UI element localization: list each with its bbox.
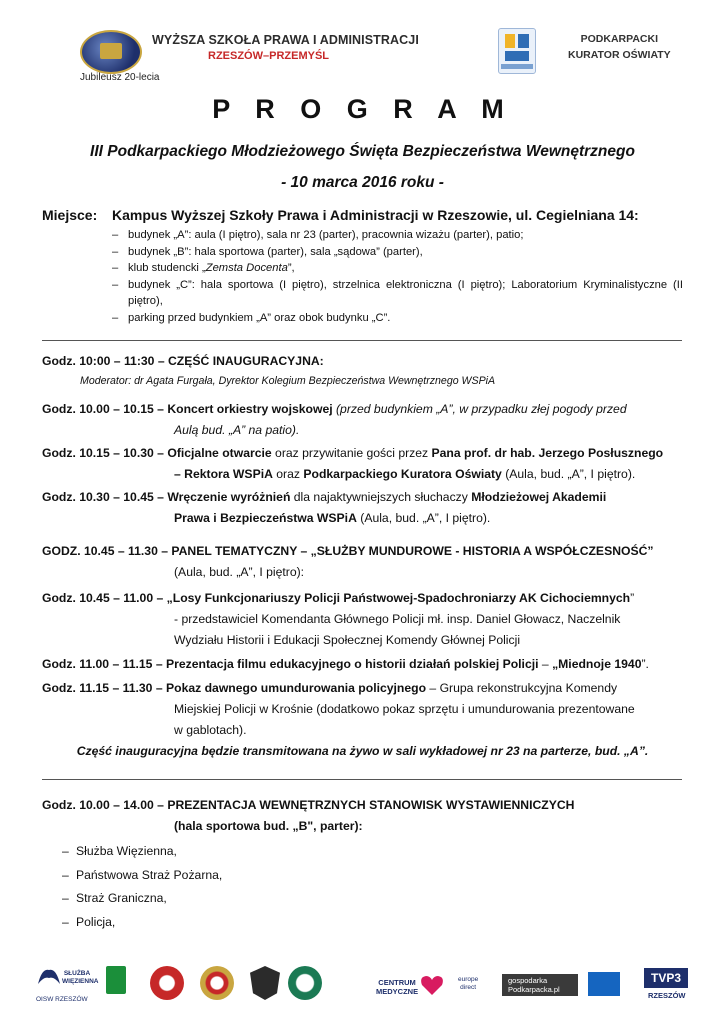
- kurator-line-1: PODKARPACKI: [580, 33, 659, 45]
- sw-sub: OISW RZESZÓW: [36, 996, 88, 1003]
- jubilee-label: Jubileusz 20-lecia: [80, 72, 160, 83]
- kurator-name: [568, 31, 671, 63]
- schedule-item: Godz. 11.15 – 11.30 – Pokaz dawnego umundurowania policyjnego – Grupa rekonstrukcyjna Komendy Miejskiej Policji w Krośnie (dodatkowo pokaz sprzętu i umundurowania prezentowane w gablotach).: [42, 681, 635, 737]
- place-label: Miejsce:: [42, 207, 98, 223]
- gp-line-2: Podkarpacka.pl: [508, 985, 560, 994]
- list-item: – budynek „B”: hala sportowa (parter), sala „sądowa” (parter),: [112, 244, 683, 261]
- red-seal-icon: [150, 966, 184, 1000]
- list-item: – Straż Graniczna,: [62, 887, 222, 911]
- ed-line-1: europe: [458, 976, 479, 983]
- red-seal-logo: [150, 966, 184, 1006]
- heart-icon: [420, 974, 444, 996]
- sluzba-wiezienna-logo: [36, 966, 99, 1006]
- medical-emblem-icon: [288, 966, 322, 1000]
- list-item: – budynek „A”: aula (I piętro), sala nr 23 (parter), pracownia wizażu (parter), patio;: [112, 227, 683, 244]
- page-title: P R O G R A M: [212, 94, 513, 124]
- military-emblem-icon: [200, 966, 234, 1000]
- sw-emblem-icon: [36, 966, 62, 988]
- event-date: - 10 marca 2016 roku -: [281, 174, 444, 191]
- panel-heading: GODZ. 10.45 – 11.30 – PANEL TEMATYCZNY – „SŁUŻBY MUNDUROWE - HISTORIA A WSPÓŁCZESNOŚĆ” (Aula, bud. „A”, I piętro):: [42, 544, 654, 579]
- sponsor-logos: [36, 960, 690, 1020]
- military-logo: [200, 966, 234, 1006]
- gospodarka-logo: [502, 966, 580, 1006]
- kurator-emblem-icon: [498, 28, 536, 74]
- schedule-item: Godz. 10.45 – 11.00 – „Losy Funkcjonariuszy Policji Państwowej-Spadochroniarzy AK Cichociemnych” - przedstawiciel Komendanta Głównego Policji mł. insp. Daniel Głowacz, Naczelnik Wydziału Historii i Edukacji Społecznej Komendy Głównej Policji: [42, 591, 635, 647]
- tvp3-city: RZESZÓW: [648, 991, 686, 1000]
- event-subtitle: III Podkarpackiego Młodzieżowego Święta Bezpieczeństwa Wewnętrznego: [90, 143, 635, 160]
- list-item: [112, 260, 683, 277]
- schedule-item: Godz. 10.15 – 10.30 – Oficjalne otwarcie oraz przywitanie gości przez Pana prof. dr hab. Jerzego Posłusznego – Rektora WSPiA oraz Podkarpackiego Kuratora Oświaty (Aula, bud. „A”, I piętro).: [42, 446, 664, 481]
- sw-name: SŁUŻBA WIĘZIENNA: [62, 970, 99, 985]
- list-item: – Policja,: [62, 911, 222, 935]
- stand-list: [62, 840, 222, 934]
- list-item: – Państwowa Straż Pożarna,: [62, 864, 222, 888]
- header: [0, 0, 725, 90]
- exhibit-heading: Godz. 10.00 – 14.00 – PREZENTACJA WEWNĘTRZNYCH STANOWISK WYSTAWIENNICZYCH (hala sportowa bud. „B", parter):: [42, 798, 575, 833]
- list-item: – Służba Więzienna,: [62, 840, 222, 864]
- divider: [42, 779, 682, 780]
- place-line: [42, 207, 639, 223]
- green-logo: [106, 966, 128, 1006]
- location-list: [112, 227, 683, 326]
- school-city: RZESZÓW–PRZEMYŚL: [208, 50, 330, 62]
- podkarpackie-logo: [588, 966, 624, 1006]
- centrum-medyczne-logo: [376, 966, 446, 1006]
- kurator-line-2: KURATOR OŚWIATY: [568, 49, 671, 61]
- moderator: Moderator: dr Agata Furgała, Dyrektor Kolegium Bezpieczeństwa Wewnętrznego WSPiA: [80, 375, 496, 387]
- green-emblem-icon: [106, 966, 126, 994]
- gp-line-1: gospodarka: [508, 976, 548, 985]
- list-item: – budynek „C”: hala sportowa (I piętro), strzelnica elektroniczna (I piętro); Laboratorium Kryminalistyczne (II piętro),: [112, 277, 683, 310]
- cm-line-1: CENTRUM: [378, 978, 416, 987]
- place-value: Kampus Wyższej Szkoły Prawa i Administracji w Rzeszowie, ul. Cegielniana 14:: [112, 207, 639, 223]
- kurator-logo: [498, 28, 671, 78]
- wspia-emblem-icon: [80, 30, 142, 74]
- ed-line-2: direct: [460, 984, 477, 991]
- schedule-item: Godz. 11.00 – 11.15 – Prezentacja filmu edukacyjnego o historii działań polskiej Policji – „Miednoje 1940”.: [42, 657, 649, 671]
- schedule-item: Godz. 10.30 – 10.45 – Wręczenie wyróżnień dla najaktywniejszych słuchaczy Młodzieżowej Akademii Prawa i Bezpieczeństwa WSPiA (Aula, bud. „A”, I piętro).: [42, 490, 607, 525]
- opening-heading: Godz. 10:00 – 11:30 – CZĘŚĆ INAUGURACYJNA:: [42, 354, 324, 368]
- tvp3-mark: TVP3: [644, 968, 688, 988]
- school-name: WYŻSZA SZKOŁA PRAWA I ADMINISTRACJI: [152, 33, 419, 47]
- shield-icon: [250, 966, 280, 1000]
- list-item: – parking przed budynkiem „A” oraz obok budynku „C”.: [112, 310, 683, 327]
- wspia-logo: [80, 30, 419, 83]
- divider: [42, 340, 682, 341]
- europe-direct-logo: [454, 966, 494, 1006]
- schedule-item: Godz. 10.00 – 10.15 – Koncert orkiestry wojskowej (przed budynkiem „A”, w przypadku złej pogody przed Aulą bud. „A” na patio).: [42, 402, 627, 437]
- broadcast-note: Część inauguracyjna będzie transmitowana na żywo w sali wykładowej nr 23 na parterze, bud. „A”.: [76, 744, 649, 758]
- podkarpackie-emblem-icon: [588, 972, 620, 996]
- cm-line-2: MEDYCZNE: [376, 987, 419, 996]
- border-guard-logo: [250, 966, 280, 1006]
- club-text: klub studencki „Zemsta Docenta”,: [128, 262, 295, 274]
- medical-logo: [288, 966, 322, 1006]
- tvp3-logo: [640, 966, 690, 1006]
